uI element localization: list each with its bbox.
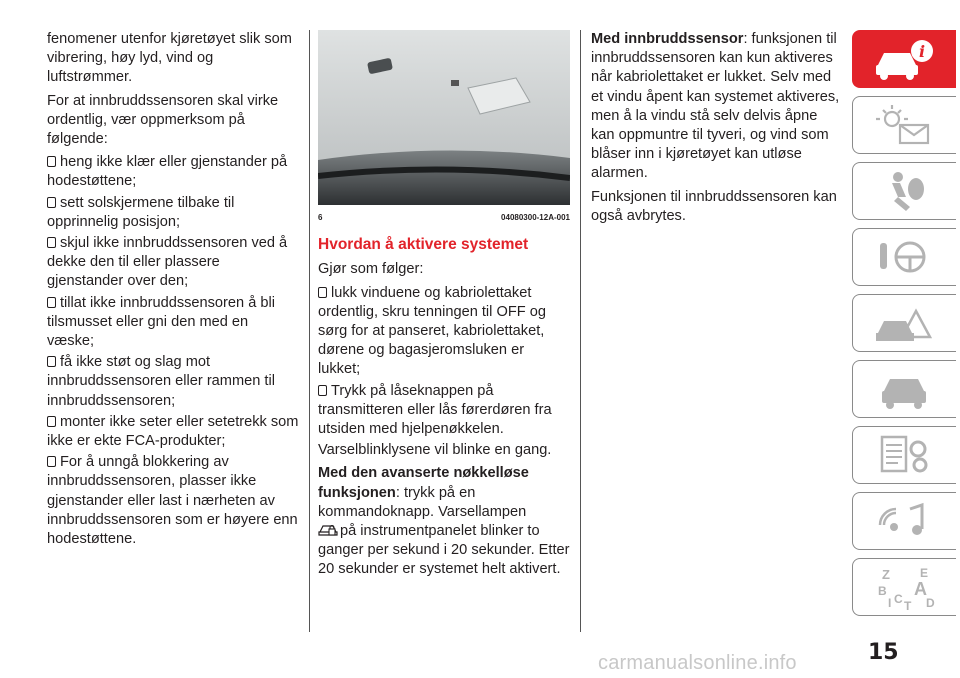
airbag-safety-icon — [870, 167, 940, 215]
checkbox-bullet-icon — [47, 356, 56, 367]
sensor-requirements-text: For at innbruddssensoren skal virke ordentlig, vær oppmerksom på følgende: — [47, 92, 279, 148]
car-info-icon — [870, 35, 940, 83]
list-item: tillat ikke innbruddssensoren å bli tilsmusset eller gni den med en væske; — [47, 294, 275, 350]
security-lamp-icon — [318, 522, 340, 538]
checkbox-bullet-icon — [47, 416, 56, 427]
list-item: sett solskjermene tilbake til opprinnelig posisjon; — [47, 194, 235, 230]
tab-index[interactable] — [852, 558, 956, 616]
index-letter: I — [887, 596, 891, 610]
svg-text:i: i — [918, 42, 925, 61]
keyless-paragraph: Med den avanserte nøkkelløse funksjonen: trykk på en kommandoknapp. Varsellampen på instrumentpanelet blinker to ganger per sekund i 20 sekunder. Etter 20 sekunder er systemet helt aktivert. — [318, 465, 570, 578]
steps-intro: Gjør som følger: — [318, 261, 424, 278]
list-item: få ikke støt og slag mot innbruddssensoren eller rammen til innbruddssensoren; — [47, 354, 275, 409]
list-item: Trykk på låseknappen på transmitteren eller lås førerdøren fra utsiden med hjelpenøkkelen. — [318, 382, 552, 438]
index-letter: B — [877, 584, 887, 598]
list-item: For å unngå blokkering av innbruddssensoren, plasser ikke gjenstander eller last i nærheten av innbruddssensoren som er høyere enn hodestøttene. — [47, 454, 298, 548]
tab-knowing-the-car[interactable] — [852, 30, 956, 88]
checkbox-bullet-icon — [47, 156, 56, 167]
figure-caption — [318, 208, 570, 227]
figure-code: 04080300-12A-001 — [501, 213, 570, 222]
car-service-icon — [870, 365, 940, 413]
technical-data-icon — [870, 431, 940, 479]
list-item: monter ikke seter eller setetrekk som ikke er ekte FCA-produkter; — [47, 413, 299, 450]
checkbox-bullet-icon — [47, 297, 56, 308]
column-3 — [591, 30, 843, 230]
tab-multimedia[interactable] — [852, 492, 956, 550]
cabin-ceiling-image — [318, 30, 570, 205]
tab-technical-data[interactable] — [852, 426, 956, 484]
checkbox-bullet-icon — [47, 456, 56, 467]
checkbox-bullet-icon — [47, 197, 56, 208]
cancel-paragraph: Funksjonen til innbruddssensoren kan også avbrytes. — [591, 188, 837, 224]
index-letter: A — [913, 579, 927, 599]
section-heading: Hvordan å aktivere systemet — [318, 236, 529, 254]
checkbox-bullet-icon — [318, 287, 327, 298]
sensor-photo — [318, 30, 570, 205]
column-2 — [318, 30, 570, 584]
checkbox-bullet-icon — [47, 237, 56, 248]
steering-key-icon — [870, 233, 940, 281]
intro-text: fenomener utenfor kjøretøyet slik som vibrering, høy lyd, vind og luftstrømmer. — [47, 31, 292, 86]
checkbox-bullet-icon — [318, 385, 327, 396]
index-icon — [870, 563, 940, 611]
blink-note: Varselblinklysene vil blinke en gang. — [318, 442, 552, 459]
list-item: lukk vinduene og kabriolettaket ordentlig, skru tenningen til OFF og sørg for at panseret, kabriolettaket, dørene og bagasjeromsluken er lukket; — [318, 284, 546, 378]
index-letter: C — [893, 592, 903, 606]
tab-warning-lights[interactable] — [852, 96, 956, 154]
tab-starting-driving[interactable] — [852, 228, 956, 286]
sensor-paragraph: Med innbruddssensor: funksjonen til innbruddssensoren kan kun aktiveres når kabriolettaket er lukket. Selv med et vindu åpent kan systemet aktiveres, men å la vindu stå selv delvis åpne kan oppmuntre til tyveri, og vind som blåser inn i kjøretøyet kan utløse alarmen. — [591, 31, 840, 182]
multimedia-icon — [870, 497, 940, 545]
lights-warning-icon — [870, 101, 940, 149]
column-divider — [309, 30, 310, 632]
index-letter: T — [903, 599, 911, 611]
tab-maintenance[interactable] — [852, 360, 956, 418]
emergency-icon — [870, 299, 940, 347]
figure-number: 6 — [318, 213, 323, 222]
tab-emergency[interactable] — [852, 294, 956, 352]
index-letter: E — [919, 566, 928, 580]
watermark: carmanualsonline.info — [598, 652, 797, 674]
page-number: 15 — [868, 640, 899, 665]
list-item: skjul ikke innbruddssensoren ved å dekke den til eller plassere gjenstander over den; — [47, 235, 288, 290]
column-divider — [580, 30, 581, 632]
list-item: heng ikke klær eller gjenstander på hodestøttene; — [47, 154, 288, 190]
index-letter: Z — [881, 567, 890, 582]
column-1 — [47, 30, 299, 551]
index-letter: D — [925, 596, 935, 610]
tab-safety[interactable] — [852, 162, 956, 220]
